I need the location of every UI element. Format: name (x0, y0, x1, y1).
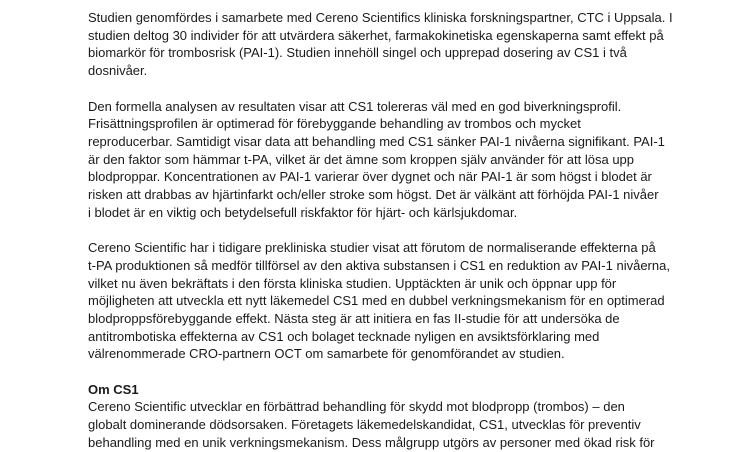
text-line: möjligheten att utveckla ett nytt läkemedel CS1 med en dubbel verkningsmekanism för en optimerad (88, 293, 665, 309)
section-om-cs1 (88, 381, 708, 452)
paragraph-spacer (88, 80, 708, 98)
paragraph-spacer (88, 363, 708, 381)
text-line: Den formella analysen av resultaten visar att CS1 tolereras väl med en god biverkningsprofil. (88, 98, 622, 114)
text-line: Cereno Scientific utvecklar en förbättrad behandling för skydd mot blodpropp (trombos) – den (88, 399, 625, 415)
text-line: biomarkör för trombosrisk (PAI-1). Studien innehöll singel och upprepad dosering av CS1 i två (88, 45, 627, 61)
section-heading: Om CS1 (88, 381, 139, 397)
text-line: blodproppar. Koncentrationen av PAI-1 varierar över dygnet och när PAI-1 är som högst i blodet är (88, 169, 652, 185)
text-line: risken att drabbas av hjärtinfarkt och/eller stroke som högst. Det är välkänt att förhöjda PAI-1 nivåer (88, 187, 659, 203)
text-line: globalt dominerande dödsorsaken. Företagets läkemedelskandidat, CS1, utvecklas för preventiv (88, 417, 641, 433)
text-line: i blodet är en viktig och betydelsefull riskfaktor för hjärt- och kärlsjukdomar. (88, 204, 518, 220)
paragraph-analysis-results (88, 98, 708, 222)
text-line: Studien genomfördes i samarbete med Cereno Scientifics kliniska forskningspartner, CTC i Uppsala. I (88, 10, 673, 25)
text-line: Frisättningsprofilen är optimerad för förebyggande behandling av trombos och mycket (88, 116, 581, 132)
paragraph-study-intro (88, 9, 708, 80)
text-line: behandling med en unik verkningsmekanism. Dess målgrupp utgörs av personer med ökad risk för (88, 434, 655, 450)
text-line: Cereno Scientific har i tidigare prekliniska studier visat att förutom de normaliserande effekterna på (88, 240, 656, 256)
text-line: vilket nu även bekräftats i den första kliniska studien. Upptäckten är unik och öppnar upp för (88, 275, 617, 291)
paragraph-preclinical-studies (88, 239, 708, 363)
text-line: är den faktor som hämmar t-PA, vilket är det ämne som kroppen själv använder för att lösa upp (88, 151, 635, 167)
text-line: välrenommerade CRO-partnern OCT om samarbete för genomförandet av studien. (88, 346, 565, 362)
text-line: antitrombotiska effekterna av CS1 och bolaget tecknade nyligen en avsiktsförklaring med (88, 328, 600, 344)
text-line: reproducerbar. Samtidigt visar data att behandling med CS1 sänker PAI-1 nivåerna signifikant. PAI-1 (88, 133, 665, 149)
document-page (88, 9, 708, 452)
text-line: dosnivåer. (88, 63, 148, 79)
text-line: blodproppsförebyggande effekt. Nästa steg är att initiera en fas II-studie för att undersöka de (88, 310, 620, 326)
text-line: t-PA produktionen så medför tillförsel av den aktiva substansen i CS1 en reduktion av PAI-1 nivåerna, (88, 257, 670, 273)
paragraph-spacer (88, 221, 708, 239)
text-line: studien deltog 30 individer för att utvärdera säkerhet, farmakokinetiska egenskaperna samt effekt på (88, 27, 664, 43)
